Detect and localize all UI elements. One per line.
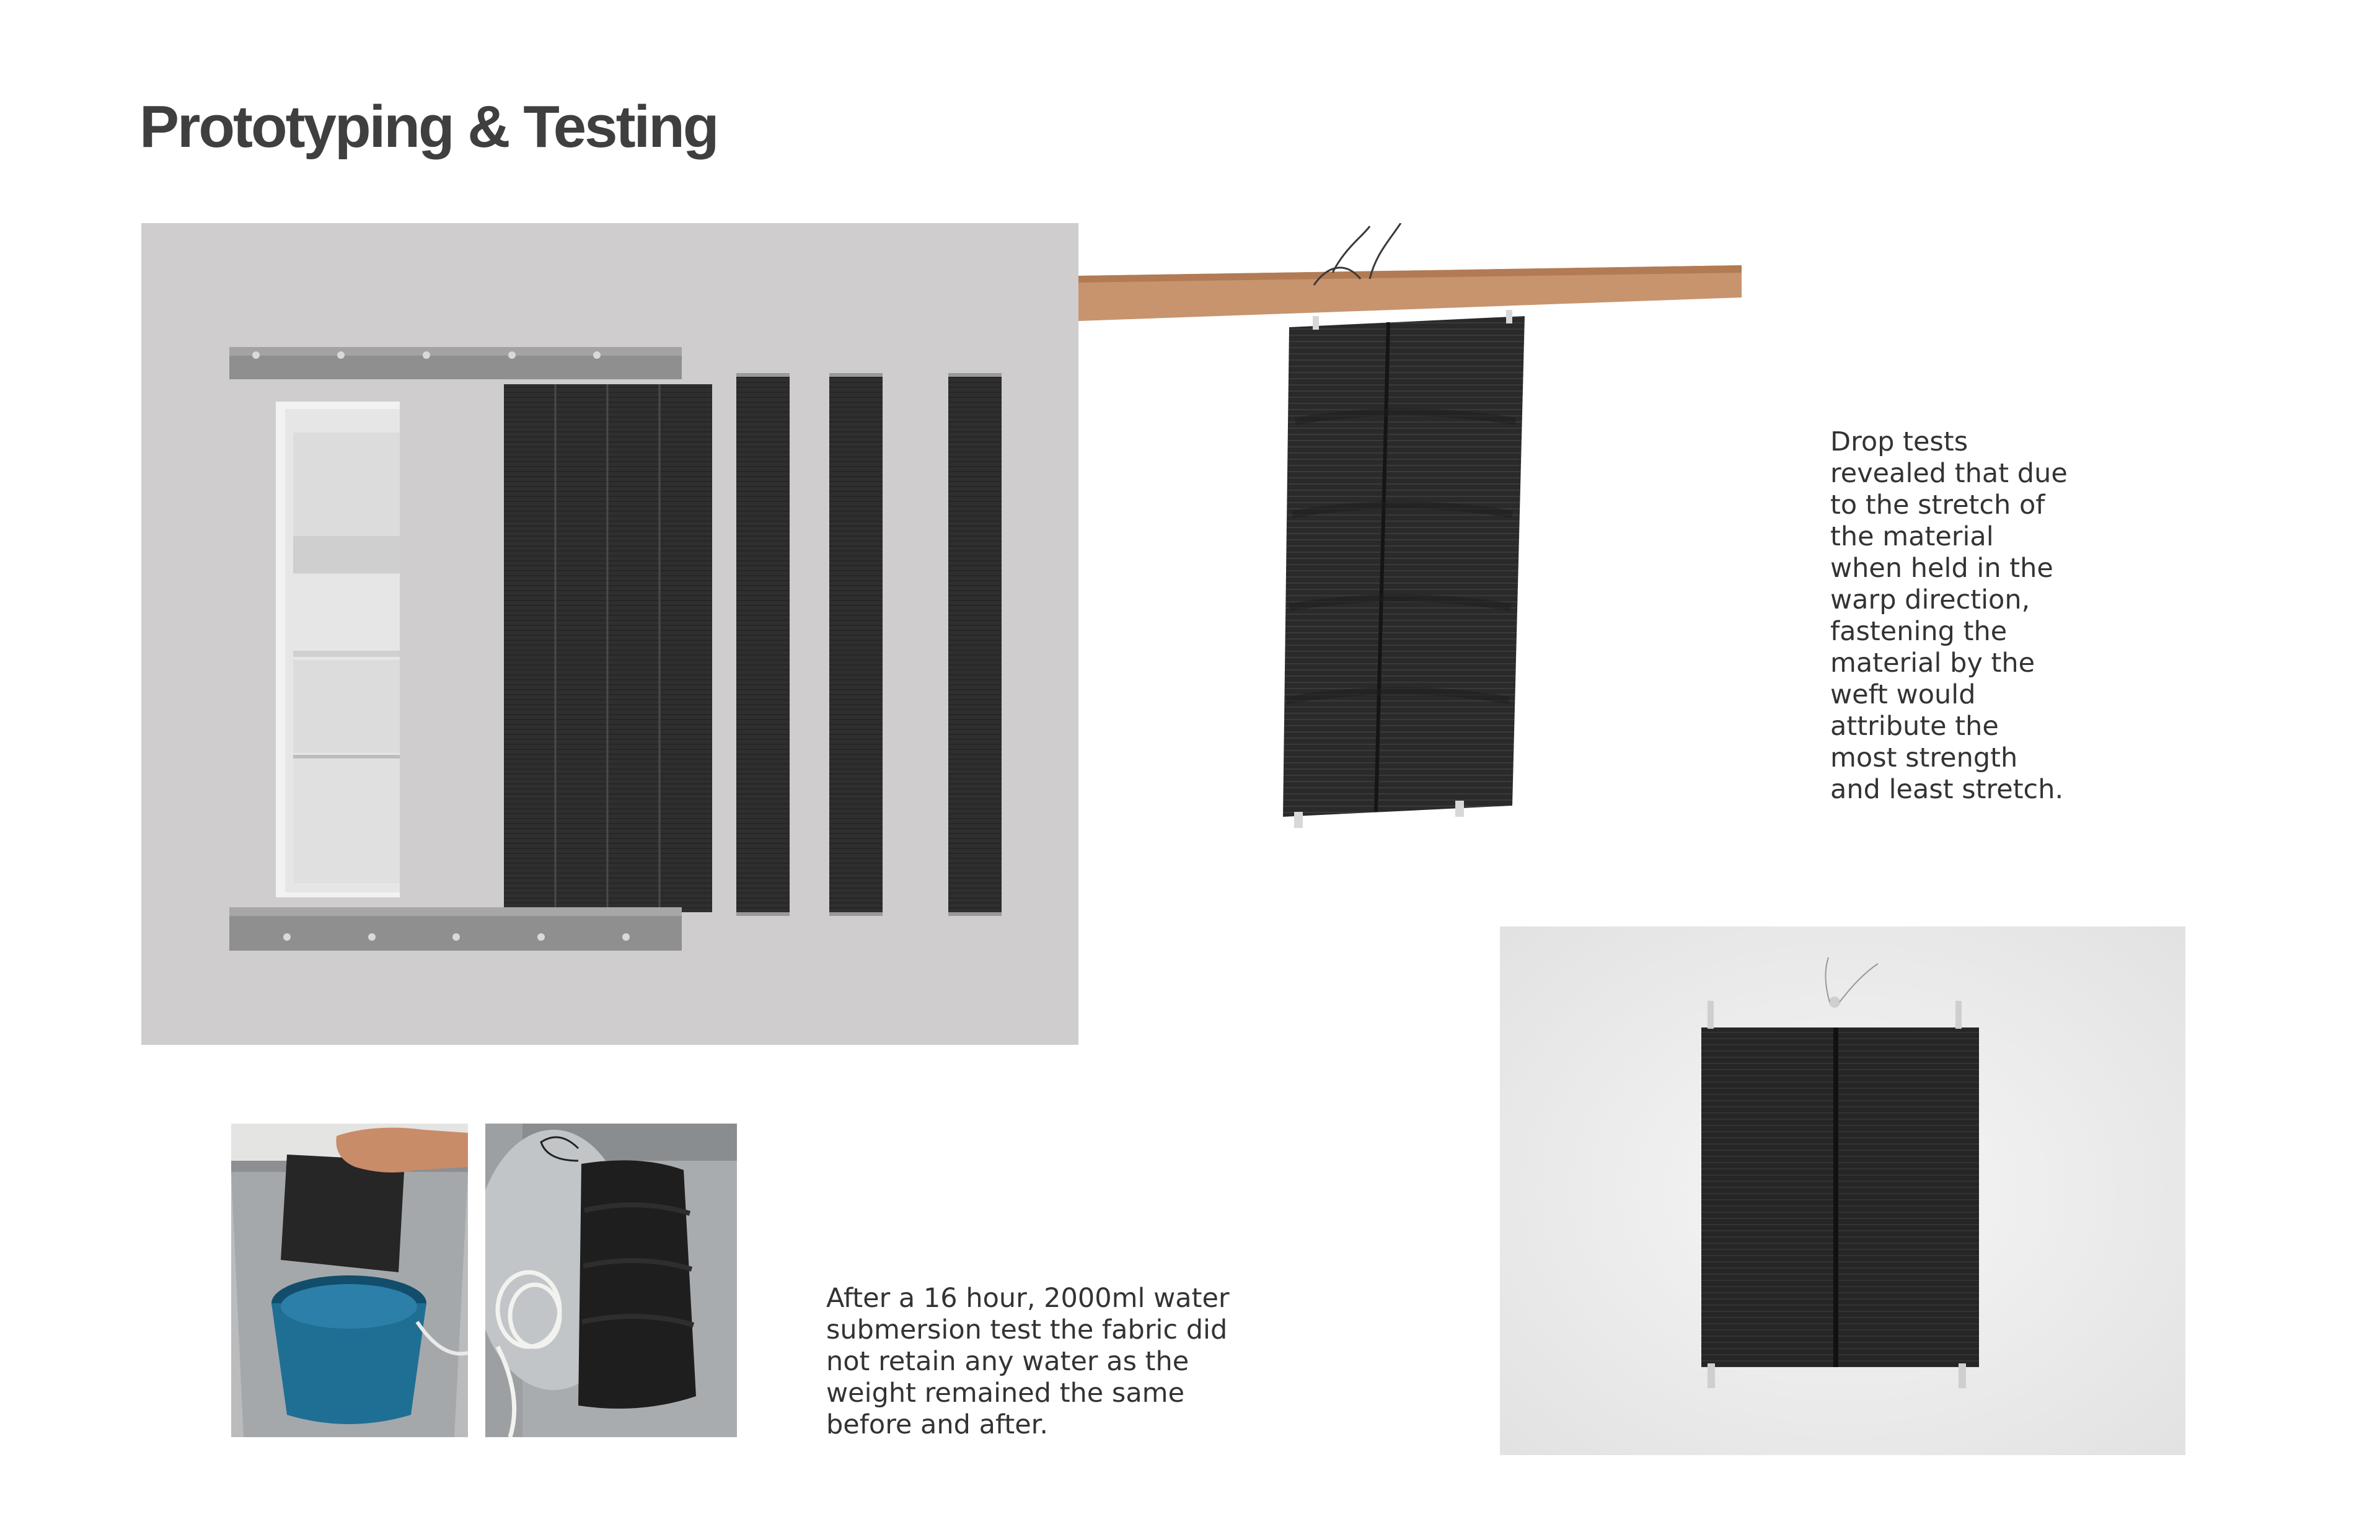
drop-test-photo [1078, 223, 1754, 830]
window-panels-render [141, 223, 1078, 1045]
water-test-caption: After a 16 hour, 2000ml water submersion test the fabric did not retain any water as the weight remained the same before and after. [826, 1283, 1230, 1440]
fabric-flat-photo [1500, 926, 2185, 1455]
drop-test-caption: Drop tests revealed that due to the stretch of the material when held in the warp direction, fastening the material by the weft would attribute the most strength and least stretch. [1830, 426, 2068, 805]
water-test-photo-bucket [231, 1124, 468, 1437]
water-test-photo-sink [485, 1124, 737, 1437]
page-title: Prototyping & Testing [139, 94, 718, 160]
